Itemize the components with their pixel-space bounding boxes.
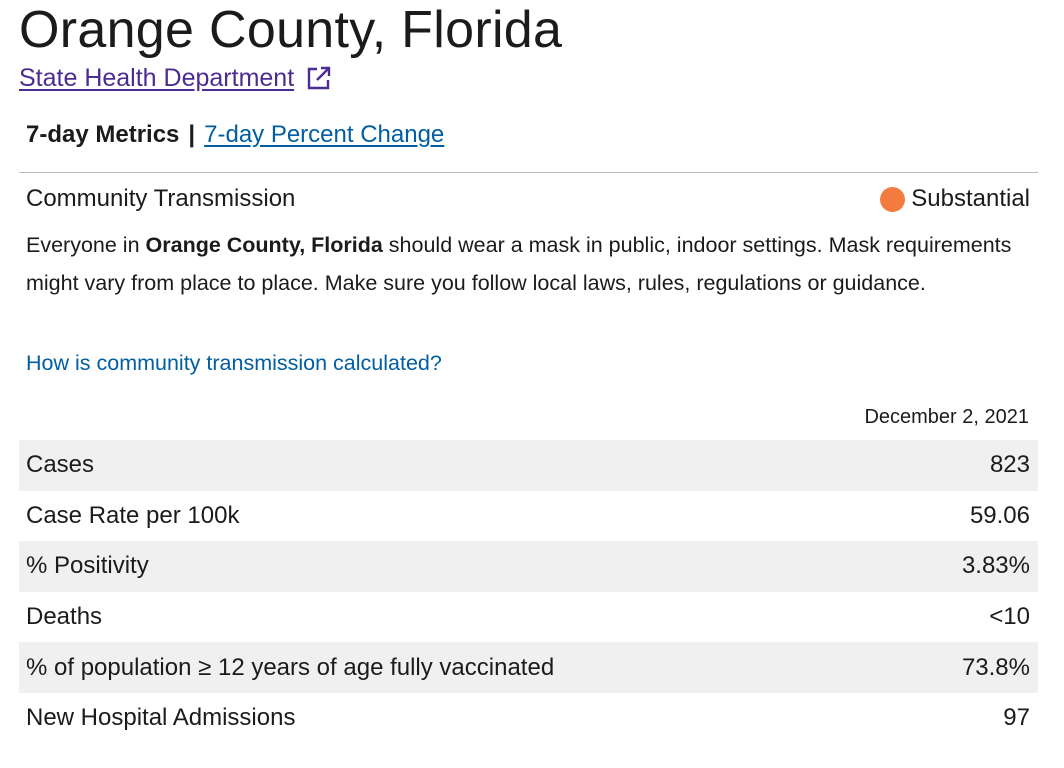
metric-label: New Hospital Admissions xyxy=(26,704,296,732)
community-transmission-row xyxy=(26,182,1030,216)
advice-county: Orange County, Florida xyxy=(145,233,383,257)
toggle-separator: | xyxy=(188,121,196,148)
table-row xyxy=(19,440,1038,491)
metric-label: % of population ≥ 12 years of age fully vaccinated xyxy=(26,653,555,681)
table-row xyxy=(19,693,1038,744)
metric-value: 3.83% xyxy=(961,552,1030,580)
external-link-icon xyxy=(306,65,332,91)
metric-value: 97 xyxy=(1003,704,1030,732)
tab-7-day-percent-change[interactable]: 7-day Percent Change xyxy=(204,121,445,148)
state-health-department-link[interactable] xyxy=(19,61,332,95)
table-row xyxy=(19,491,1038,542)
table-row xyxy=(19,592,1038,643)
transmission-level xyxy=(880,185,1030,213)
mask-advice xyxy=(26,226,1026,302)
advice-prefix: Everyone in xyxy=(26,233,146,257)
section-divider xyxy=(19,172,1038,173)
community-transmission-label: Community Transmission xyxy=(26,185,296,212)
metrics-date: December 2, 2021 xyxy=(864,406,1029,428)
metric-value: <10 xyxy=(989,603,1030,631)
advice-suffix: should wear a mask in public, indoor settings. Mask requirements might vary from place to place. Make sure you follow local laws, rules, regulations or guidance. xyxy=(26,233,1012,295)
metric-label: % Positivity xyxy=(26,552,149,580)
metric-label: Case Rate per 100k xyxy=(26,501,240,529)
metric-view-toggle xyxy=(26,119,444,151)
metric-value: 823 xyxy=(989,451,1030,479)
metric-label: Deaths xyxy=(26,603,103,631)
metrics-table xyxy=(19,440,1038,744)
transmission-level-text: Substantial xyxy=(911,185,1030,212)
metric-value: 73.8% xyxy=(961,653,1030,681)
state-health-department-label: State Health Department xyxy=(19,64,295,92)
metric-value: 59.06 xyxy=(969,501,1030,529)
table-row xyxy=(19,541,1038,592)
metric-label: Cases xyxy=(26,451,95,479)
table-row xyxy=(19,642,1038,693)
status-dot-icon xyxy=(880,187,905,212)
tab-7-day-metrics[interactable]: 7-day Metrics xyxy=(26,121,180,148)
page-title: Orange County, Florida xyxy=(19,1,563,59)
transmission-calculation-link[interactable]: How is community transmission calculated? xyxy=(26,351,442,375)
